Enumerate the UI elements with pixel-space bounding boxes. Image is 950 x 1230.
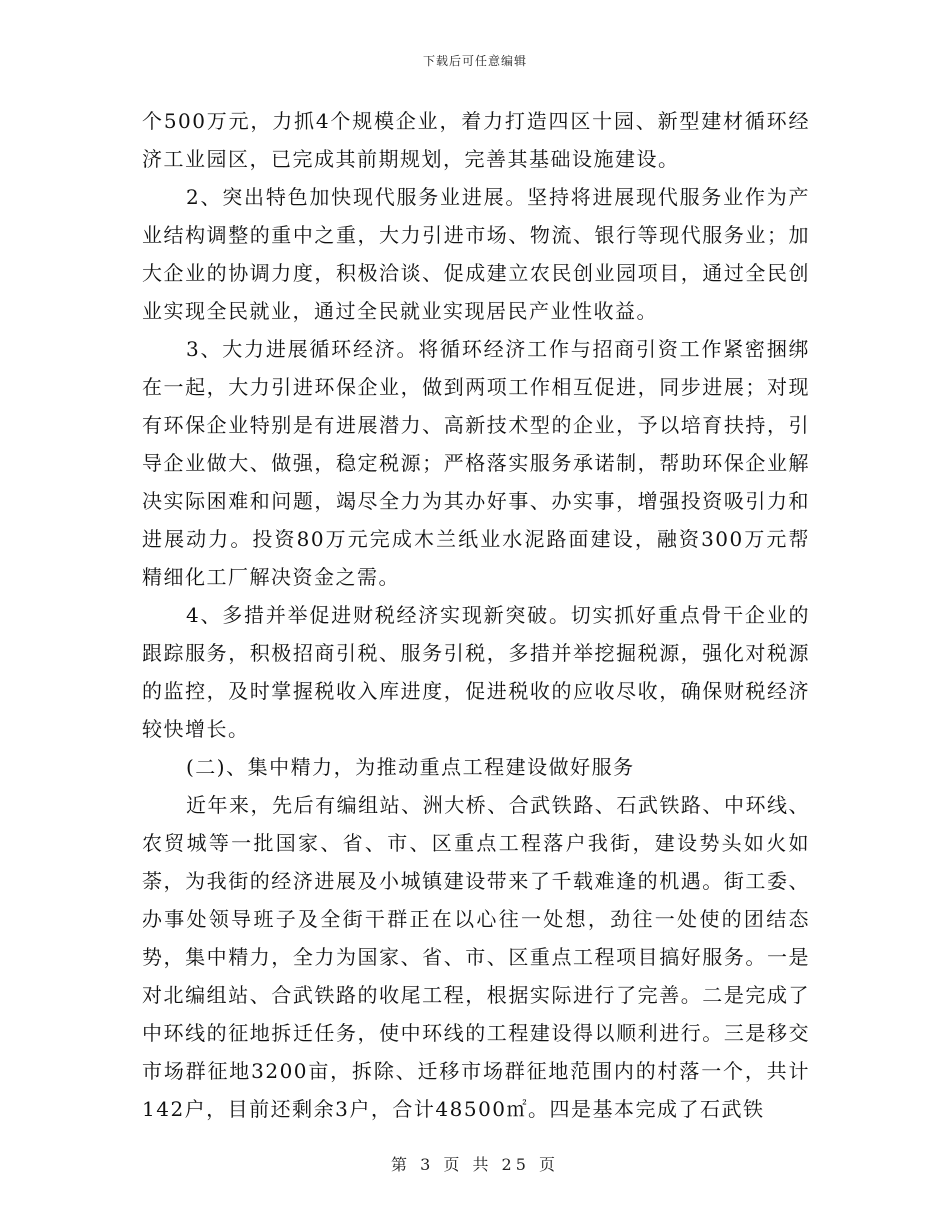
paragraph-service-industry: 2、突出特色加快现代服务业进展。坚持将进展现代服务业作为产业结构调整的重中之重，大力引进市场、物流、银行等现代服务业；加大企业的协调力度，积极洽谈、促成建立农民创业园项目，通过全民创业实现全民就业，通过全民就业实现居民产业性收益。 <box>142 185 810 323</box>
page-header: 下载后可任意编辑 <box>422 54 527 68</box>
paragraph-key-projects: 近年来，先后有编组站、洲大桥、合武铁路、石武铁路、中环线、农贸城等一批国家、省、市、区重点工程落户我街，建设势头如火如荼，为我街的经济进展及小城镇建设带来了千载难逢的机遇。街工委、办事处领导班子及全街干群正在以心往一处想，劲往一处使的团结态势，集中精力，全力为国家、省、市、区重点工程项目搞好服务。一是对北编组站、合武铁路的收尾工程，根据实际进行了完善。二是完成了中环线的征地拆迁任务，使中环线的工程建设得以顺利进行。三是移交市场群征地3200亩，拆除、迁移市场群征地范围内的村落一个，共计142户，目前还剩余3户，合计48500㎡。四是基本完成了石武铁 <box>142 793 810 1121</box>
page-footer: 第 3 页 共 25 页 <box>391 1155 559 1174</box>
document-body <box>142 102 810 1128</box>
paragraph-fiscal-tax: 4、多措并举促进财税经济实现新突破。切实抓好重点骨干企业的跟踪服务，积极招商引税、服务引税，多措并举挖掘税源，强化对税源的监控，及时掌握税收入库进度，促进税收的应收尽收，确保财税经济较快增长。 <box>142 603 810 741</box>
paragraph-continuation: 个500万元，力抓4个规模企业，着力打造四区十园、新型建材循环经济工业园区，已完成其前期规划，完善其基础设施建设。 <box>142 109 810 171</box>
paragraph-circular-economy: 3、大力进展循环经济。将循环经济工作与招商引资工作紧密捆绑在一起，大力引进环保企业，做到两项工作相互促进，同步进展；对现有环保企业特别是有进展潜力、高新技术型的企业，予以培育扶持，引导企业做大、做强，稳定税源；严格落实服务承诺制，帮助环保企业解决实际困难和问题，竭尽全力为其办好事、办实事，增强投资吸引力和进展动力。投资80万元完成木兰纸业水泥路面建设，融资300万元帮精细化工厂解决资金之需。 <box>142 337 810 589</box>
section-heading: (二)、集中精力，为推动重点工程建设做好服务 <box>186 755 635 779</box>
